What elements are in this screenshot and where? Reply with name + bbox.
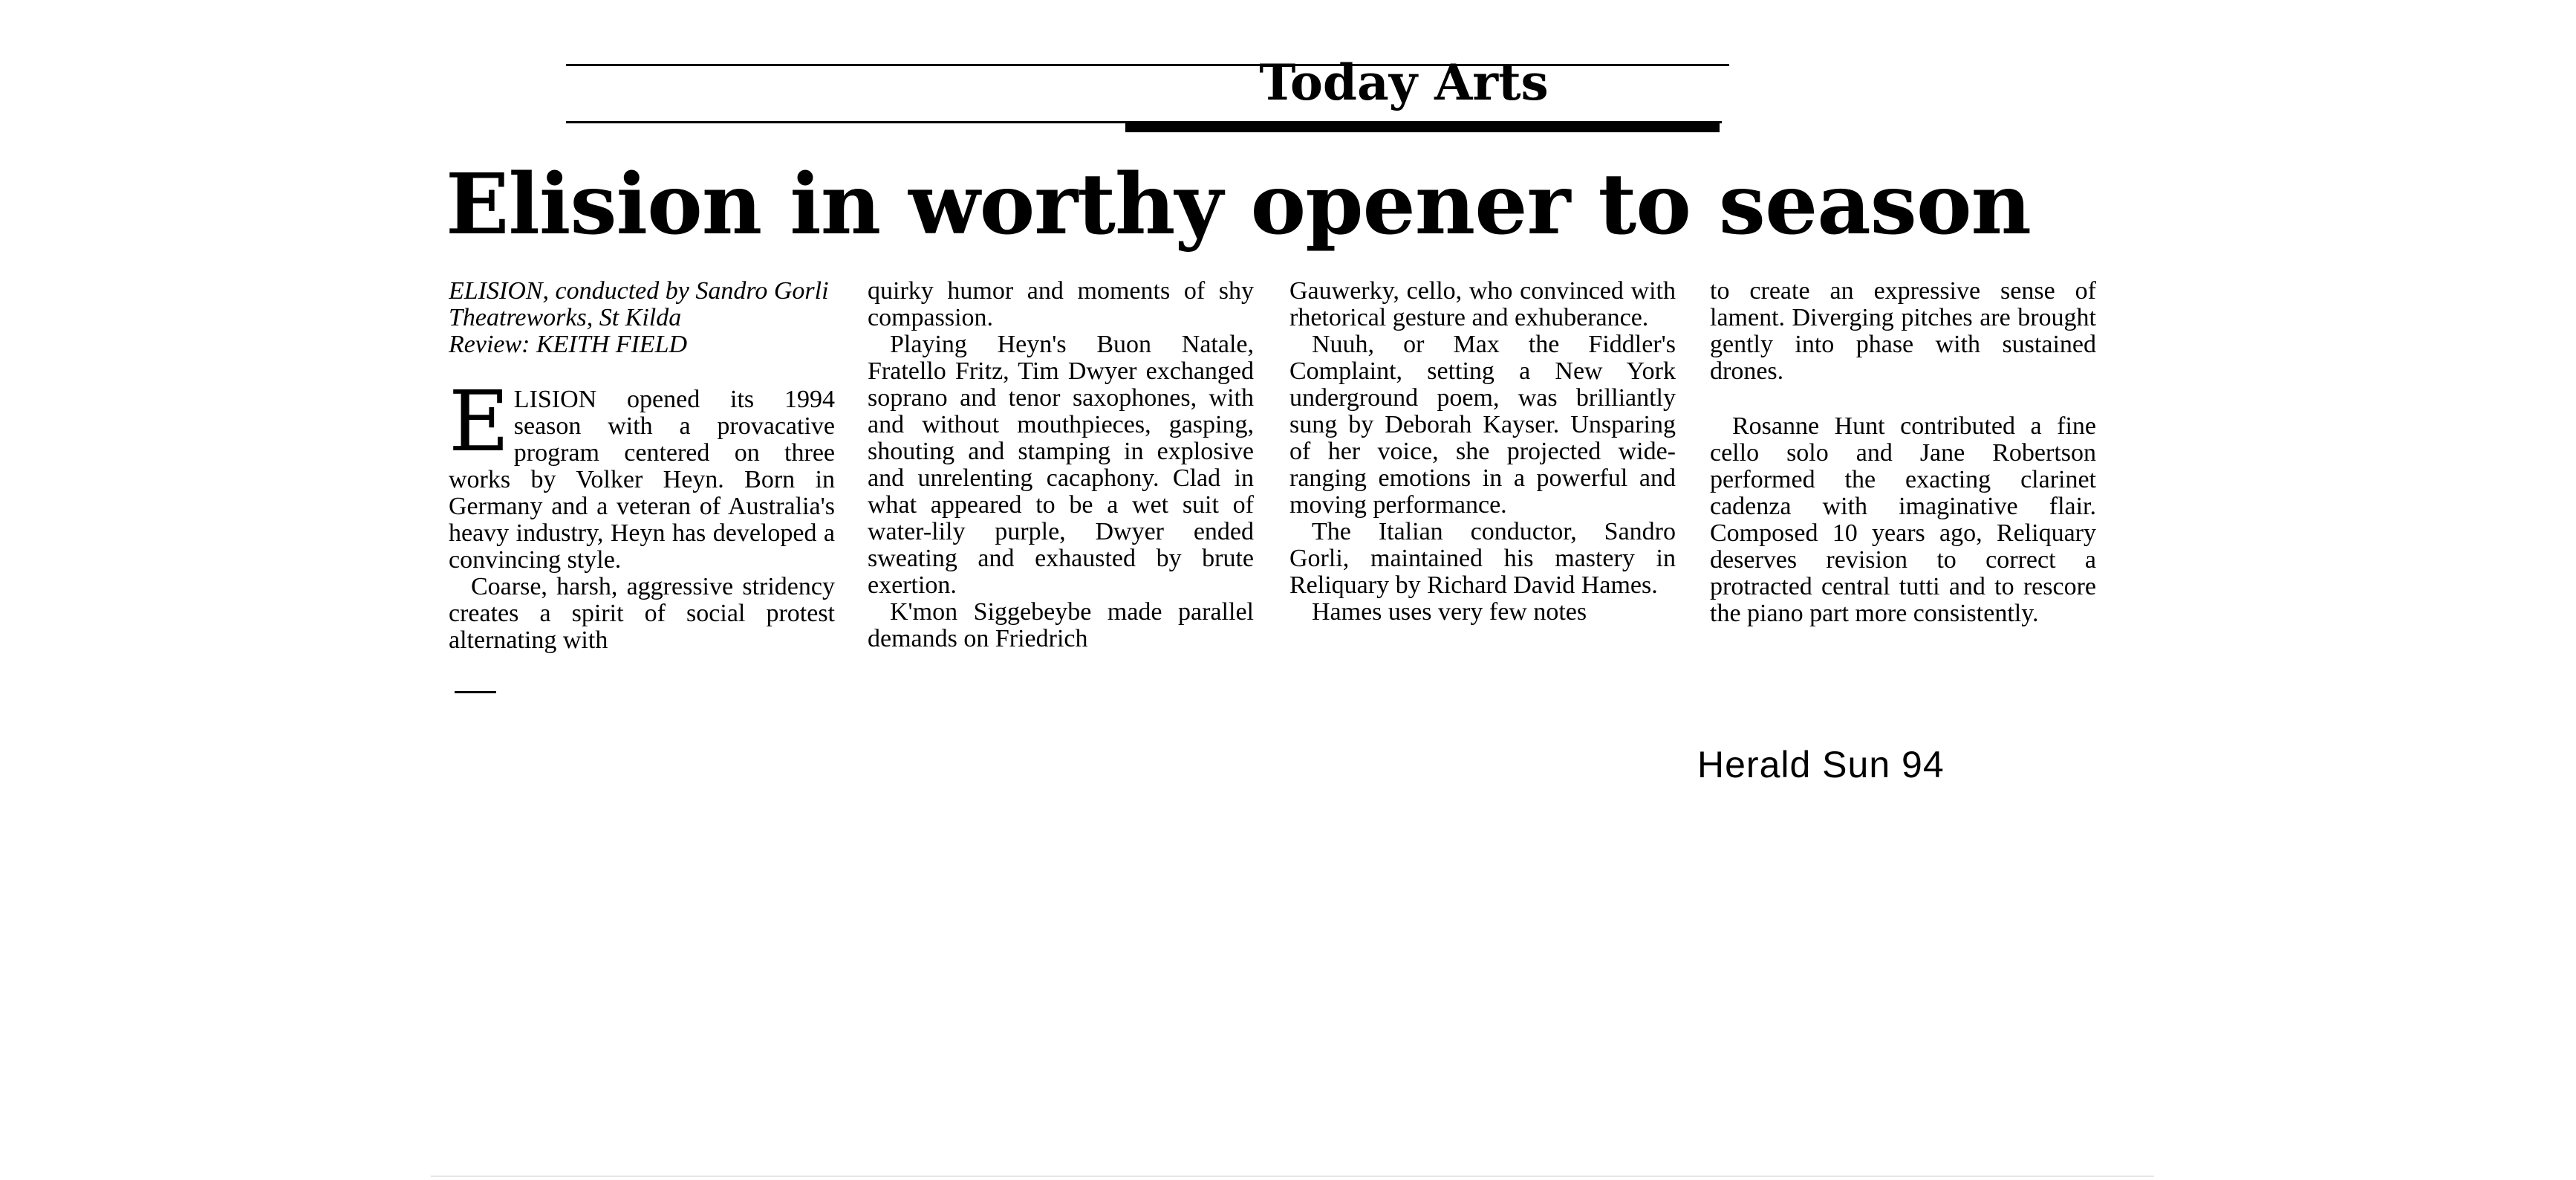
article-column-3 bbox=[1289, 278, 1676, 694]
paragraph: Gauwerky, cello, who convinced with rhetorical gesture and exhuberance. bbox=[1289, 278, 1676, 331]
drop-cap: E bbox=[449, 374, 510, 470]
column-end-mark bbox=[455, 691, 496, 693]
paragraph: Rosanne Hunt contributed a fine cello solo and Jane Robertson performed the exacting clarinet cadenza with imaginative flair. Composed 10 years ago, Reliquary deserves revision to correct a protracted central tutti and to rescore the piano part more consistently. bbox=[1710, 412, 2096, 627]
section-title: Today Arts bbox=[1259, 54, 1549, 111]
paragraph bbox=[449, 374, 835, 574]
paragraph: K'mon Siggebeybe made parallel demands on Friedrich bbox=[868, 598, 1254, 652]
section-underline bbox=[1125, 123, 1720, 132]
article-column-2 bbox=[868, 278, 1254, 694]
page-edge bbox=[431, 1176, 2154, 1177]
paragraph: Hames uses very few notes bbox=[1312, 598, 1587, 626]
paragraph: Coarse, harsh, aggressive stridency creates a spirit of social protest alternating with bbox=[449, 573, 835, 654]
article-column-4 bbox=[1710, 278, 2096, 694]
source-annotation: Herald Sun 94 bbox=[1697, 744, 1945, 785]
headline: Elision in worthy opener to season bbox=[446, 156, 2031, 253]
paragraph: quirky humor and moments of shy compassion. bbox=[868, 278, 1254, 331]
credit-reviewer: Review: KEITH FIELD bbox=[449, 331, 688, 358]
credit-performer: ELISION, conducted by Sandro Gorli bbox=[449, 278, 829, 305]
article-column-1 bbox=[449, 278, 835, 694]
paragraph: Playing Heyn's Buon Natale, Fratello Fritz, Tim Dwyer exchanged soprano and tenor saxophones, with and without mouthpieces, gasping, shouting and stamping in explosive and unrelenting cacaphony. Clad in what appeared to be a wet suit of water-lily purple, Dwyer ended sweating and exhausted by brute exertion. bbox=[868, 331, 1254, 599]
paragraph-text: LISION opened its 1994 season with a provacative program centered on three works by Volker Heyn. Born in Germany and a veteran of Australia's heavy industry, Heyn has developed a convincing style. bbox=[449, 386, 835, 574]
paragraph: Nuuh, or Max the Fiddler's Complaint, setting a New York underground poem, was brilliantly sung by Deborah Kayser. Unsparing of her voice, she projected wide-ranging emotions in a powerful and moving performance. bbox=[1289, 331, 1676, 519]
credit-venue: Theatreworks, St Kilda bbox=[449, 304, 682, 331]
paragraph: to create an expressive sense of lament. Diverging pitches are brought gently into phase with sustained drones. bbox=[1710, 278, 2096, 385]
paragraph: The Italian conductor, Sandro Gorli, maintained his mastery in Reliquary by Richard David Hames. bbox=[1289, 518, 1676, 599]
